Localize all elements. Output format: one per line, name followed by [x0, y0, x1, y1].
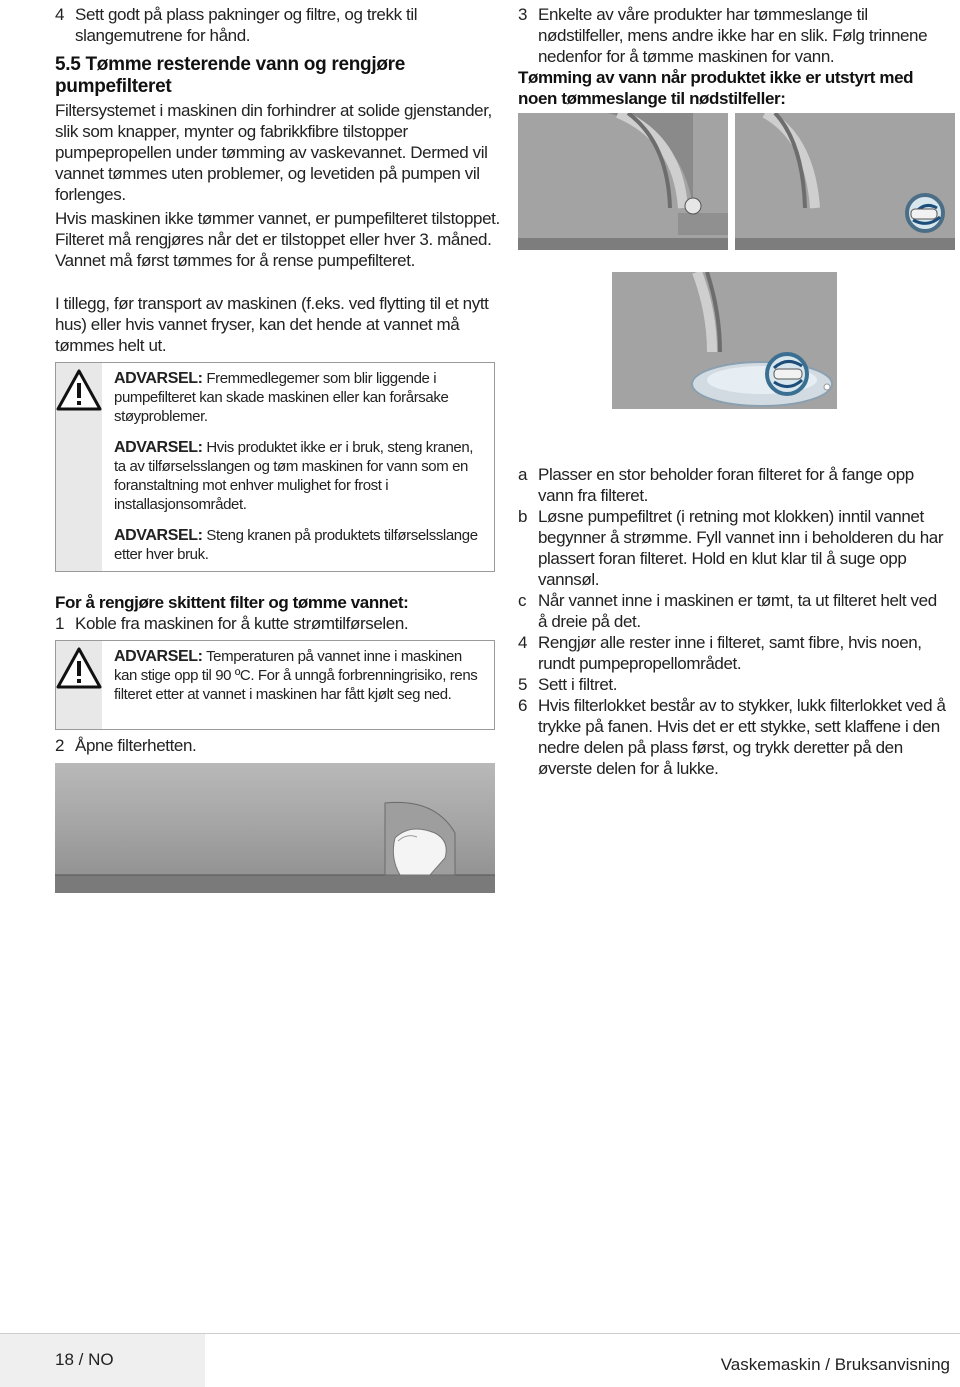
subheading-clean-filter: For å rengjøre skittent filter og tømme vannet: [55, 593, 409, 612]
step-2 [55, 735, 500, 756]
section-title: 5.5 Tømme resterende vann og rengjøre pumpefilteret [55, 54, 406, 97]
warning-icon-panel [56, 363, 102, 571]
step-a [518, 464, 950, 506]
warning-box-1 [55, 362, 495, 572]
warning-foreign-objects [114, 369, 484, 426]
paragraph-clogged: Hvis maskinen ikke tømmer vannet, er pumpefilteret tilstoppet. Filteret må rengjøres når det er tilstoppet eller hver 3. måned. Vannet må først tømmes for å rense pumpefilteret. [55, 209, 500, 270]
step-number: 3 [518, 5, 528, 24]
page-number: 18 / NO [55, 1350, 114, 1369]
warning-text: Steng kranen på produktets tilførselsslange etter hver bruk. [114, 527, 478, 563]
warning-label: ADVARSEL: [114, 370, 203, 387]
warning-text: Hvis produktet ikke er i bruk, steng kranen, ta av tilførselsslangen og tøm maskinen for vann som en foranstaltning mot enhver mulighet for frost i installasjonsområdet. [114, 439, 474, 513]
step-5 [518, 674, 950, 695]
step-text: Rengjør alle rester inne i filteret, samt fibre, hvis noen, rundt pumpepropellområdet. [538, 633, 922, 673]
step-text: Hvis filterlokket består av to stykker, lukk filterlokket ved å trykke på fanen. Hvis det er ett stykke, sett klaffene i den nedre delen på plass først, og trykk deretter på den øverste delen for å lukke. [538, 696, 946, 778]
step-number: 4 [518, 633, 528, 652]
step-number: 4 [55, 5, 65, 24]
step-3 [518, 4, 950, 67]
step-text: Løsne pumpefiltret (i retning mot klokken) inntil vannet begynner å strømme. Fyll vannet inn i beholderen du har plassert foran filteret. Hold en klut klar til å suge opp vannsøl. [538, 507, 944, 589]
document-title: Vaskemaskin / Bruksanvisning [720, 1355, 950, 1374]
warning-text: Temperaturen på vannet inne i maskinen kan stige opp til 90 ºC. For å unngå forbrenningrisiko, rens filteret etter at vannet i maskinen har fått kjølt seg ned. [114, 648, 478, 703]
step-1 [55, 613, 500, 634]
step-text: Plasser en stor beholder foran filteret for å fange opp vann fra filteret. [538, 465, 914, 505]
warning-temperature [114, 647, 484, 704]
paragraph-transport: I tillegg, før transport av maskinen (f.eks. ved flytting til et nytt hus) eller hvis vannet fryser, kan det hende at vannet må tømmes helt ut. [55, 294, 489, 355]
drain-heading: Tømming av vann når produktet ikke er utstyrt med noen tømmeslange til nødstilfeller: [518, 68, 914, 108]
warning-triangle-icon [56, 647, 102, 689]
step-text: Når vannet inne i maskinen er tømt, ta ut filteret helt ved å dreie på det. [538, 591, 937, 631]
warning-list-2 [102, 641, 494, 729]
warning-triangle-icon [56, 369, 102, 411]
paragraph-filter-system: Filtersystemet i maskinen din forhindrer at solide gjenstander, slik som knapper, mynter og fabrikkfibre tilstopper pumpepropellen under tømming av vaskevannet. Dermed vil vannet tømmes uten problemer, og levetiden på pumpen vil forlenges. [55, 101, 492, 204]
step-text: Enkelte av våre produkter har tømmeslange til nødstilfeller, mens andre ikke har en slik. Følg trinnene nedenfor for å tømme maskinen for vann. [538, 5, 928, 66]
step-number: 5 [518, 675, 528, 694]
step-number: b [518, 507, 528, 526]
step-text: Sett i filtret. [538, 675, 618, 694]
warning-close-tap [114, 526, 484, 564]
warning-label: ADVARSEL: [114, 439, 203, 456]
step-6 [518, 695, 950, 779]
step-4 [55, 4, 500, 46]
step-number: 1 [55, 614, 65, 633]
step-number: c [518, 591, 527, 610]
drain-steps-list [518, 464, 950, 779]
step-c [518, 590, 950, 632]
warning-box-2 [55, 640, 495, 730]
machine-filter-image-a [518, 113, 728, 250]
machine-filter-image-b [735, 113, 955, 250]
warning-icon-panel [56, 641, 102, 729]
warning-label: ADVARSEL: [114, 648, 203, 665]
step-text: Åpne filterhetten. [75, 736, 197, 755]
filter-cover-image [55, 763, 495, 893]
step-text: Sett godt på plass pakninger og filtre, og trekk til slangemutrene for hånd. [75, 5, 418, 45]
warning-list-1 [102, 363, 494, 571]
warning-label: ADVARSEL: [114, 527, 203, 544]
warning-text: Fremmedlegemer som blir liggende i pumpefilteret kan skade maskinen eller kan forårsake støyproblemer. [114, 370, 449, 425]
step-b [518, 506, 950, 590]
step-4-clean [518, 632, 950, 674]
step-number: 6 [518, 696, 528, 715]
warning-frost [114, 438, 484, 514]
container-under-filter-image [612, 272, 837, 409]
step-number: a [518, 465, 528, 484]
step-text: Koble fra maskinen for å kutte strømtilførselen. [75, 614, 409, 633]
step-number: 2 [55, 736, 65, 755]
